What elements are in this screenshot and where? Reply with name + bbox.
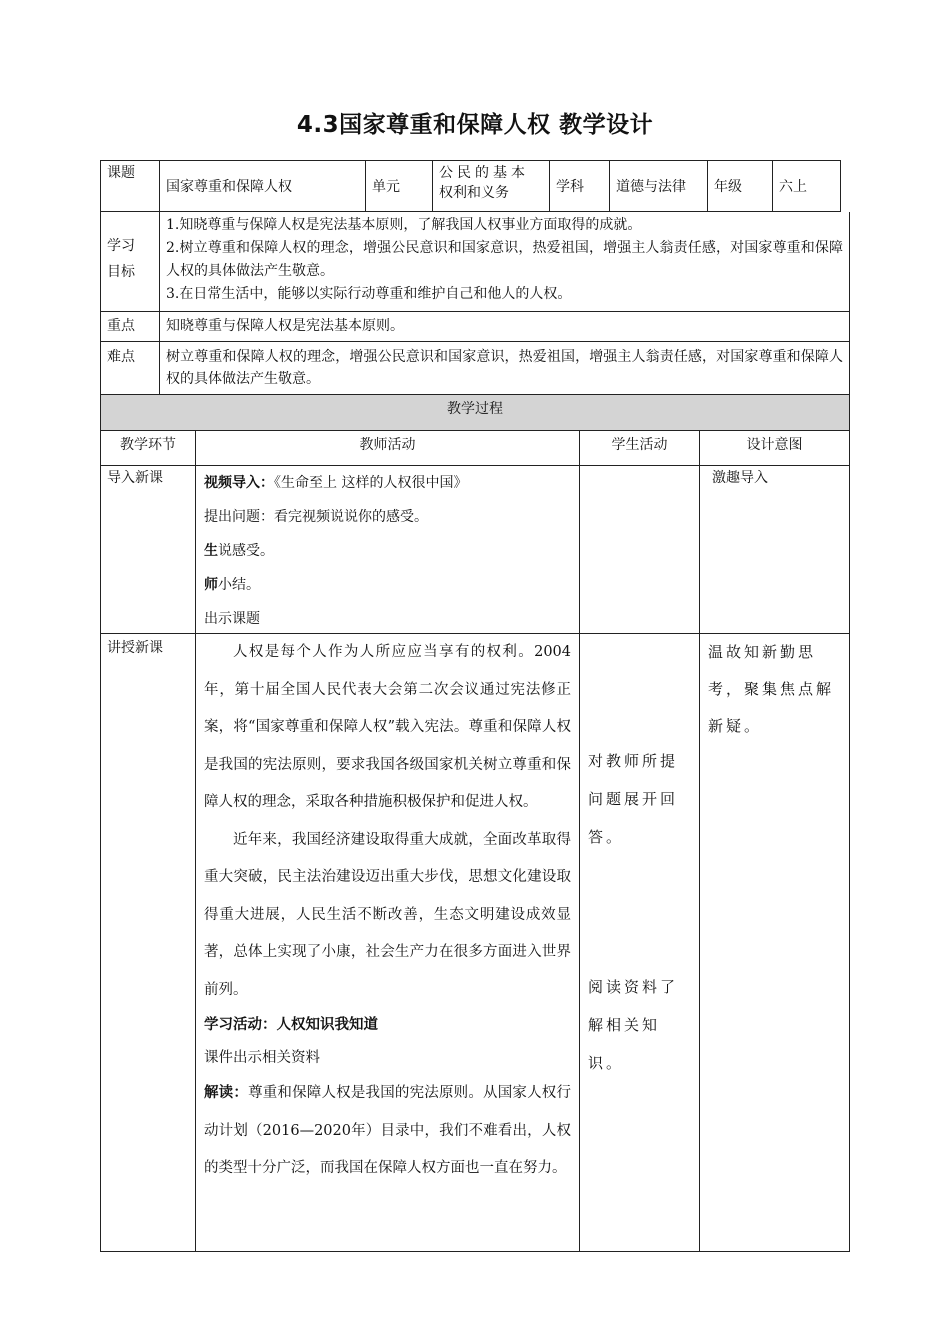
row1-student-cell	[580, 466, 700, 634]
subject-label: 学科	[556, 179, 584, 195]
row1-line1: 视频导入：《生命至上 这样的人权很中国》	[204, 475, 468, 491]
subject-value-cell	[610, 160, 708, 212]
row2-intent: 温故知新勤思考，聚集焦点解新疑。	[708, 643, 835, 735]
row1-intent-cell	[700, 466, 850, 634]
col-intent-label: 设计意图	[746, 437, 803, 453]
process-header: 教学过程	[447, 401, 503, 417]
row2-student-cell	[580, 634, 700, 1252]
grade-label-cell	[708, 160, 773, 212]
subject-label-cell	[550, 160, 610, 212]
row1-stage-cell	[100, 466, 196, 634]
row1-stage: 导入新课	[107, 470, 163, 486]
process-header-cell	[100, 395, 850, 431]
col-teacher-header	[196, 431, 580, 466]
row1-line2: 提出问题：看完视频说说你的感受。	[204, 509, 428, 525]
row2-student2: 阅读资料了解相关知识。	[588, 978, 679, 1072]
row2-activity: 学习活动：人权知识我知道	[204, 1017, 378, 1033]
row2-para2: 近年来，我国经济建设取得重大成就，全面改革取得重大突破，民主法治建设迈出重大步伐，思想文化建设取得重大进展，人民生活不断改善，生态文明建设成效显著，总体上实现了小康，社会生产力在很多方面进入世界前列。	[204, 831, 571, 998]
col-student-header	[580, 431, 700, 466]
keypoint-label: 重点	[107, 318, 135, 334]
unit-label-cell	[366, 160, 433, 212]
topic-value-cell	[160, 160, 366, 212]
goals-label-line1: 学习	[107, 238, 135, 254]
row1-intent: 激趣导入	[712, 470, 768, 486]
topic-label-cell	[100, 160, 160, 212]
difficulty-label: 难点	[107, 349, 135, 365]
goals-label-cell	[100, 212, 160, 312]
keypoint-content-cell	[160, 312, 850, 342]
goals-label-line2: 目标	[107, 264, 135, 280]
subject-value: 道德与法律	[616, 179, 686, 195]
row2-stage-cell	[100, 634, 196, 1252]
row2-stage: 讲授新课	[107, 640, 163, 656]
row2-teacher-cell	[196, 634, 580, 1252]
row2-para1: 人权是每个人作为人所应应当享有的权利。2004年，第十届全国人民代表大会第二次会议通过宪法修正案，将“国家尊重和保障人权”载入宪法。尊重和保障人权是我国的宪法原则，要求我国各级国家机关树立尊重和保障人权的理念，采取各种措施积极保护和促进人权。	[204, 644, 571, 810]
page-title: 4.3国家尊重和保障人权 教学设计	[296, 112, 654, 138]
row1-teacher-cell	[196, 466, 580, 634]
topic-value: 国家尊重和保障人权	[166, 179, 292, 195]
row2-intent-cell	[700, 634, 850, 1252]
col-stage-header	[100, 431, 196, 466]
unit-value-line2: 权利和义务	[439, 185, 509, 201]
col-student-label: 学生活动	[611, 437, 668, 453]
grade-value: 六上	[779, 179, 807, 195]
goals-content-cell	[160, 212, 850, 312]
row1-line3: 生说感受。	[204, 543, 274, 559]
difficulty-label-cell	[100, 342, 160, 395]
grade-value-cell	[773, 160, 841, 212]
difficulty-text: 树立尊重和保障人权的理念，增强公民意识和国家意识，热爱祖国，增强主人翁责任感，对国家尊重和保障人权的具体做法产生敬意。	[166, 349, 843, 387]
unit-value-line1: 公民的基本	[439, 165, 529, 181]
row2-explain: 解读：尊重和保障人权是我国的宪法原则。从国家人权行动计划（2016—2020年）目录中，我们不难看出，人权的类型十分广泛，而我国在保障人权方面也一直在努力。	[204, 1085, 571, 1176]
row1-line5: 出示课题	[204, 611, 260, 627]
row2-courseware: 课件出示相关资料	[204, 1050, 320, 1066]
col-intent-header	[700, 431, 850, 466]
row1-line4: 师小结。	[204, 577, 260, 593]
row2-student1: 对教师所提问题展开回答。	[588, 752, 679, 846]
col-stage-label: 教学环节	[120, 437, 176, 453]
keypoint-text: 知晓尊重与保障人权是宪法基本原则。	[166, 318, 404, 334]
col-teacher-label: 教师活动	[359, 437, 416, 453]
goal-item-3: 3.在日常生活中，能够以实际行动尊重和维护自己和他人的人权。	[166, 286, 572, 302]
difficulty-content-cell	[160, 342, 850, 395]
goal-item-1: 1.知晓尊重与保障人权是宪法基本原则，了解我国人权事业方面取得的成就。	[166, 217, 642, 233]
unit-label: 单元	[372, 179, 400, 195]
topic-label: 课题	[107, 165, 135, 181]
keypoint-label-cell	[100, 312, 160, 342]
unit-value-cell	[433, 160, 550, 212]
grade-label: 年级	[714, 179, 742, 195]
goal-item-2: 2.树立尊重和保障人权的理念，增强公民意识和国家意识，热爱祖国，增强主人翁责任感，对国家尊重和保障人权的具体做法产生敬意。	[166, 240, 843, 279]
